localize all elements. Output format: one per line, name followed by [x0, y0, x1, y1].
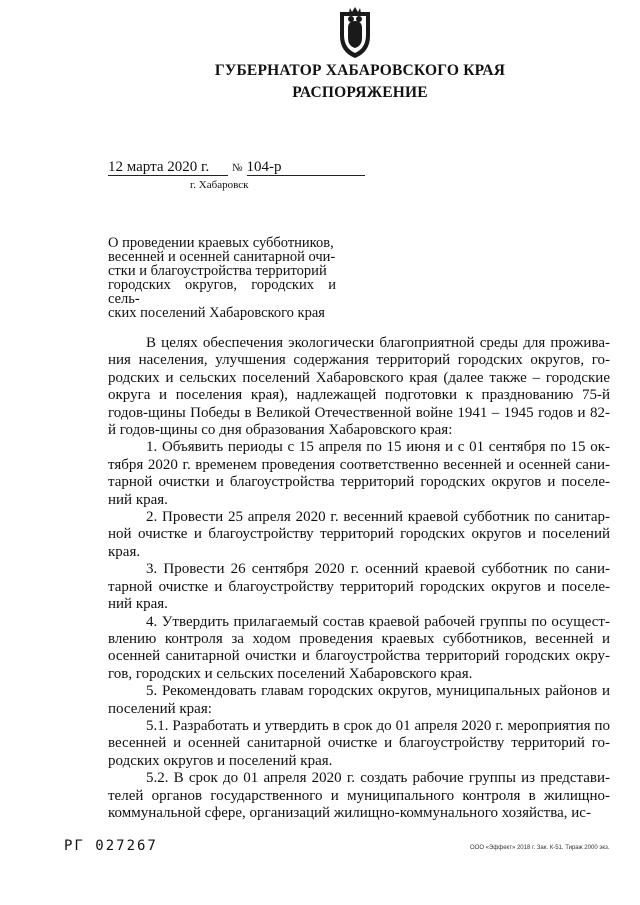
document-type: РАСПОРЯЖЕНИЕ [292, 84, 428, 101]
coat-of-arms-emblem [330, 6, 380, 60]
subject-line: городских округов, городских и сель- [108, 277, 336, 307]
printer-imprint: ООО «Эффект» 2018 г. Зак. К-51. Тираж 2000 экз. [470, 845, 610, 851]
item-paragraph: 4. Утвердить прилагаемый состав краевой рабочей группы по осущест-влению контроля за ходом проведения краевых субботников, весенней и осенней санитарной очистки и благоустройства территорий городских окру-гов, городских и сельских поселений Хабаровского края. [108, 613, 610, 682]
item-paragraph: 1. Объявить периоды с 15 апреля по 15 июня и с 01 сентября по 15 ок-тября 2020 г. временем проведения соответственно весенней и осенней сани-тарной очистки и благоустройства территорий городских округов и поселе-ний края. [108, 439, 610, 508]
item-paragraph: 5. Рекомендовать главам городских округов, муниципальных районов и поселений края: [108, 683, 610, 717]
preamble-paragraph: В целях обеспечения экологически благоприятной среды для прожива-ния населения, улучшения содержания территорий городских округов, го-родских и сельских поселений Хабаровского края (далее также – городские округа и поселения края), надлежащей подготовки к празднованию 75-й годов-щины Победы в Великой Отечественной войне 1941 – 1945 годов и 82-й годов-щины со дня образования Хабаровского края: [108, 335, 610, 439]
item-paragraph: 5.1. Разработать и утвердить в срок до 01 апреля 2020 г. мероприятия по весенней и осенней санитарной очистке и благоустройству территорий го-родских округов и поселений края. [108, 717, 610, 769]
city-label: г. Хабаровск [190, 179, 249, 191]
form-serial-number: РГ 027267 [64, 838, 158, 854]
subject-line: О проведении краевых субботников, [108, 235, 334, 251]
subject-line: ских поселений Хабаровского края [108, 305, 325, 321]
issuer-title: ГУБЕРНАТОР ХАБАРОВСКОГО КРАЯ [214, 62, 506, 79]
document-subject [108, 236, 336, 320]
date-number-line [108, 159, 365, 176]
document-number: 104-р [247, 159, 365, 176]
subject-line: весенней и осенней санитарной очи- [108, 249, 336, 265]
number-label: № [232, 162, 243, 174]
item-paragraph: 5.2. В срок до 01 апреля 2020 г. создать рабочие группы из представи-телей органов государственного и муниципального контроля в жилищно-коммунальной сфере, организаций жилищно-коммунального хозяйства, ис- [108, 770, 610, 821]
subject-line: стки и благоустройства территорий [108, 263, 327, 279]
document-body [108, 335, 610, 822]
document-date: 12 марта 2020 г. [108, 159, 228, 176]
item-paragraph: 3. Провести 26 сентября 2020 г. осенний краевой субботник по сани-тарной очистке и благоустройству территорий городских округов и поселе-ний края. [108, 561, 610, 613]
item-paragraph: 2. Провести 25 апреля 2020 г. весенний краевой субботник по санитар-ной очистке и благоустройству территорий городских округов и поселений края. [108, 509, 610, 560]
